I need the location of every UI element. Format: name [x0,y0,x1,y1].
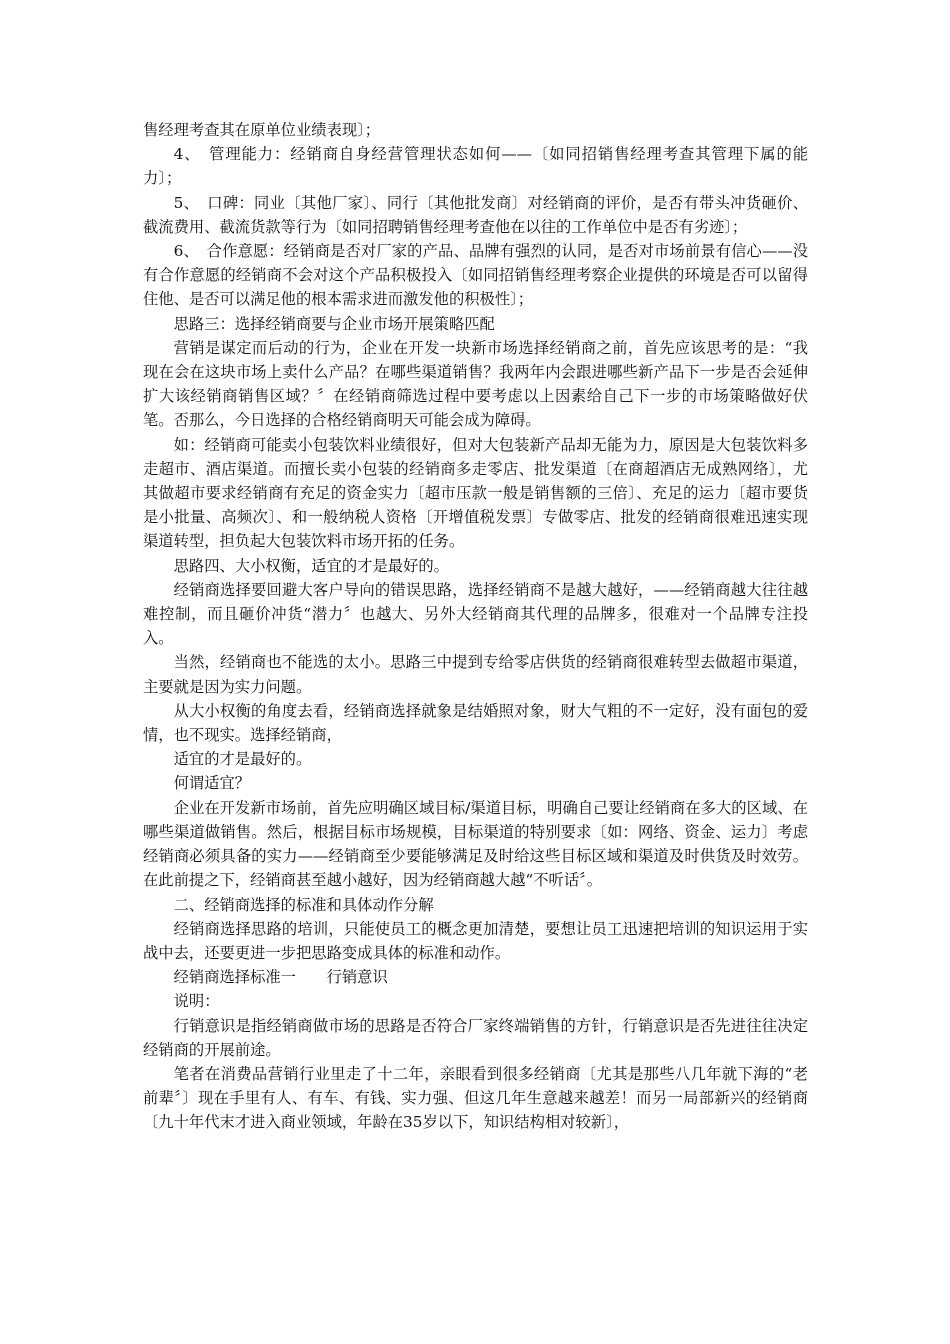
paragraph: 如：经销商可能卖小包装饮料业绩很好，但对大包装新产品却无能为力，原因是大包装饮料多走超市、酒店渠道。而擅长卖小包装的经销商多走零店、批发渠道〔在商超酒店无成熟网络〕，尤其做超市要求经销商有充足的资金实力〔超市压款一般是销售额的三倍〕、充足的运力〔超市要货是小批量、高频次〕、和一般纳税人资格〔开增值税发票〕专做零店、批发的经销商很难迅速实现渠道转型，担负起大包装饮料市场开拓的任务。 [143,435,808,551]
subsection-heading: 经销商选择标准一 行销意识 [173,968,388,987]
paragraph: 经销商选择思路的培训，只能使员工的概念更加清楚，要想让员工迅速把培训的知识运用于实战中去，还要更进一步把思路变成具体的标准和动作。 [143,919,808,962]
paragraph: 说明： [173,992,220,1011]
paragraph: 营销是谋定而后动的行为，企业在开发一块新市场选择经销商之前，首先应该思考的是：“我现在会在这块市场上卖什么产品？在哪些渠道销售？我两年内会跟进哪些新产品下一步是否会延伸扩大该经销商销售区域？〞在经销商筛选过程中要考虑以上因素给自己下一步的市场策略做好伏笔。否那么，今日选择的合格经销商明天可能会成为障碍。 [143,338,808,430]
section-heading: 思路四、大小权衡，适宜的才是最好的。 [173,556,449,575]
paragraph: 6、 合作意愿：经销商是否对厂家的产品、品牌有强烈的认同，是否对市场前景有信心——没有合作意愿的经销商不会对这个产品积极投入〔如同招销售经理考察企业提供的环境是否可以留得住他、是否可以满足他的根本需求进而激发他的积极性〕； [143,242,808,309]
paragraph: 当然，经销商也不能选的太小。思路三中提到专给零店供货的经销商很难转型去做超市渠道，主要就是因为实力问题。 [143,653,808,696]
paragraph: 笔者在消费品营销行业里走了十二年，亲眼看到很多经销商〔尤其是那些八几年就下海的“老前辈〞〕现在手里有人、有车、有钱、实力强、但这几年生意越来越差！而另一局部新兴的经销商〔九十年代末才进入商业领域，年龄在35岁以下，知识结构相对较新〕， [143,1064,808,1132]
paragraph: 从大小权衡的角度去看，经销商选择就象是结婚照对象，财大气粗的不一定好，没有面包的爱情，也不现实。选择经销商， [143,701,808,745]
paragraph: 4、 管理能力：经销商自身经营管理状态如何——〔如同招销售经理考查其管理下属的能力〕； [143,145,808,188]
paragraph: 企业在开发新市场前，首先应明确区域目标/渠道目标，明确自己要让经销商在多大的区域、在哪些渠道做销售。然后，根据目标市场规模，目标渠道的特别要求〔如：网络、资金、运力〕考虑经销商必须具备的实力——经销商至少要能够满足及时给这些目标区域和渠道及时供货及时效劳。在此前提之下，经销商甚至越小越好，因为经销商越大越“不听话〞。 [143,798,808,890]
document-page [143,118,808,1135]
paragraph: 行销意识是指经销商做市场的思路是否符合厂家终端销售的方针，行销意识是否先进往往决定经销商的开展前途。 [143,1016,808,1059]
paragraph: 经销商选择要回避大客户导向的错误思路，选择经销商不是越大越好，——经销商越大往往越难控制，而且砸价冲货“潜力〞也越大、另外大经销商其代理的品牌多，很难对一个品牌专注投入。 [143,580,808,648]
section-heading: 二、经销商选择的标准和具体动作分解 [173,895,434,914]
paragraph: 适宜的才是最好的。 [173,750,312,769]
section-heading: 思路三：选择经销商要与企业市场开展策略匹配 [173,314,495,333]
paragraph: 5、 口碑：同业〔其他厂家〕、同行〔其他批发商〕对经销商的评价，是否有带头冲货砸价、截流费用、截流货款等行为〔如同招聘销售经理考查他在以往的工作单位中是否有劣迹〕； [143,193,808,236]
paragraph: 何谓适宜？ [173,774,251,793]
paragraph: 售经理考查其在原单位业绩表现〕； [143,121,381,139]
